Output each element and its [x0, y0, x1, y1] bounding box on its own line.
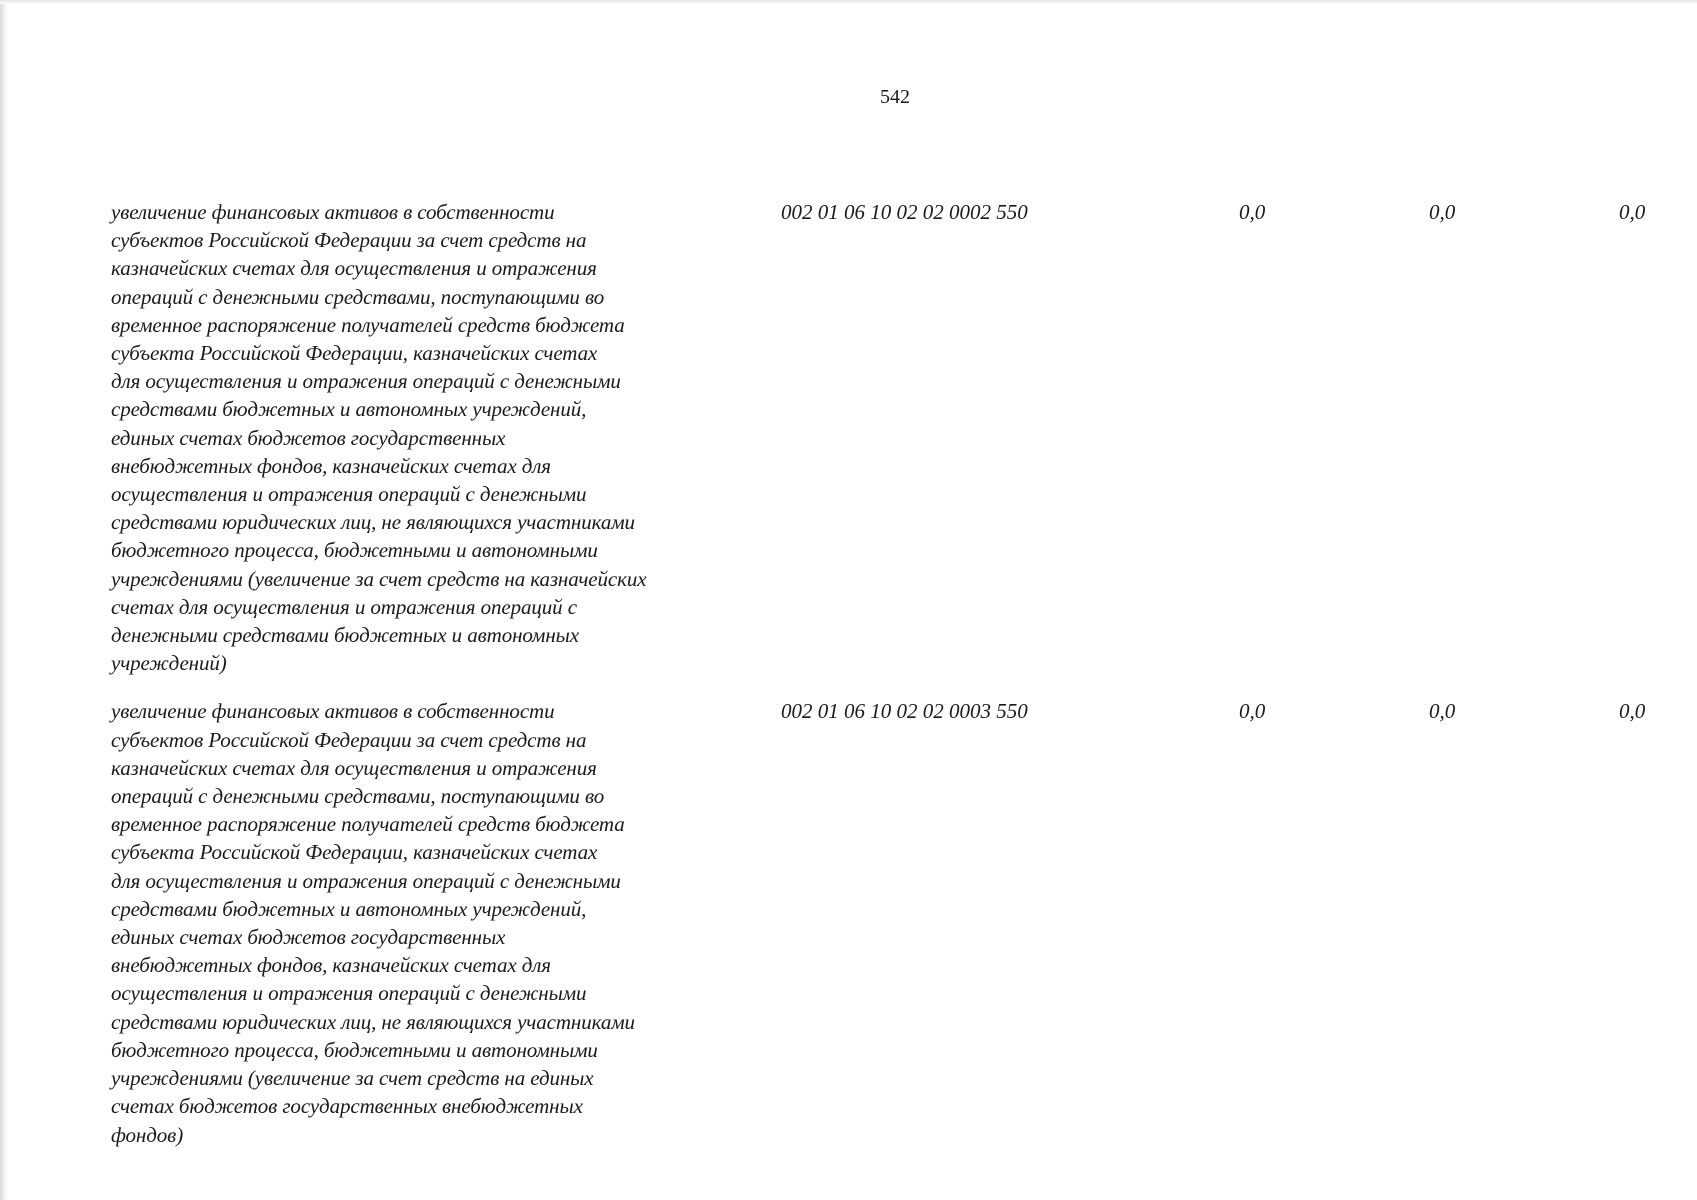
- description-line: денежными средствами бюджетных и автономных: [111, 623, 579, 648]
- description-line: операций с денежными средствами, поступающими во: [111, 784, 605, 809]
- description-line: учреждениями (увеличение за счет средств на единых: [111, 1066, 594, 1091]
- row-value-2: 0,0: [1429, 200, 1456, 224]
- row-code: 002 01 06 10 02 02 0002 550: [781, 200, 1028, 224]
- row-code: 002 01 06 10 02 02 0003 550: [781, 699, 1028, 724]
- table-row: [111, 697, 1671, 1148]
- description-line: единых счетах бюджетов государственных: [111, 925, 506, 950]
- description-line: единых счетах бюджетов государственных: [111, 425, 506, 450]
- description-line: учреждениями (увеличение за счет средств на казначейских: [111, 566, 647, 591]
- description-line: осуществления и отражения операций с денежными: [111, 981, 587, 1006]
- description-line: субъектов Российской Федерации за счет средств на: [111, 228, 587, 253]
- description-line: внебюджетных фондов, казначейских счетах для: [111, 953, 551, 978]
- description-line: казначейских счетах для осуществления и отражения: [111, 256, 597, 281]
- description-line: увеличение финансовых активов в собственности: [111, 699, 555, 724]
- description-line: учреждений): [111, 651, 227, 676]
- description-line: осуществления и отражения операций с денежными: [111, 482, 587, 507]
- row-value-3: 0,0: [1619, 200, 1646, 224]
- description-line: казначейских счетах для осуществления и отражения: [111, 755, 597, 780]
- description-line: счетах бюджетов государственных внебюджетных: [111, 1094, 583, 1119]
- description-line: для осуществления и отражения операций с денежными: [111, 868, 621, 893]
- description-line: увеличение финансовых активов в собственности: [111, 200, 555, 224]
- description-line: внебюджетных фондов, казначейских счетах для: [111, 453, 551, 478]
- description-line: для осуществления и отражения операций с денежными: [111, 369, 621, 394]
- row-description: [111, 198, 761, 677]
- description-line: средствами юридических лиц, не являющихся участниками: [111, 510, 635, 535]
- row-description: [111, 697, 761, 1148]
- description-line: субъекта Российской Федерации, казначейских счетах: [111, 840, 598, 865]
- description-line: операций с денежными средствами, поступающими во: [111, 284, 605, 309]
- row-value-1: 0,0: [1239, 699, 1266, 724]
- description-line: субъектов Российской Федерации за счет средств на: [111, 727, 587, 752]
- table-row: [111, 198, 1671, 677]
- scan-edge-top: [0, 0, 1697, 4]
- table-body: [111, 198, 1671, 1169]
- description-line: средствами бюджетных и автономных учреждений,: [111, 397, 587, 422]
- row-value-3: 0,0: [1619, 699, 1646, 724]
- description-line: бюджетного процесса, бюджетными и автономными: [111, 1037, 598, 1062]
- scan-edge-left: [0, 0, 8, 1200]
- description-line: счетах для осуществления и отражения операций с: [111, 594, 577, 619]
- description-line: средствами бюджетных и автономных учреждений,: [111, 896, 587, 921]
- description-line: временное распоряжение получателей средств бюджета: [111, 812, 625, 837]
- row-value-1: 0,0: [1239, 200, 1266, 224]
- description-line: временное распоряжение получателей средств бюджета: [111, 312, 625, 337]
- description-line: бюджетного процесса, бюджетными и автономными: [111, 538, 598, 563]
- description-line: средствами юридических лиц, не являющихся участниками: [111, 1009, 635, 1034]
- page-number: 542: [880, 86, 910, 108]
- row-value-2: 0,0: [1429, 699, 1456, 724]
- description-line: субъекта Российской Федерации, казначейских счетах: [111, 341, 598, 366]
- description-line: фондов): [111, 1122, 184, 1147]
